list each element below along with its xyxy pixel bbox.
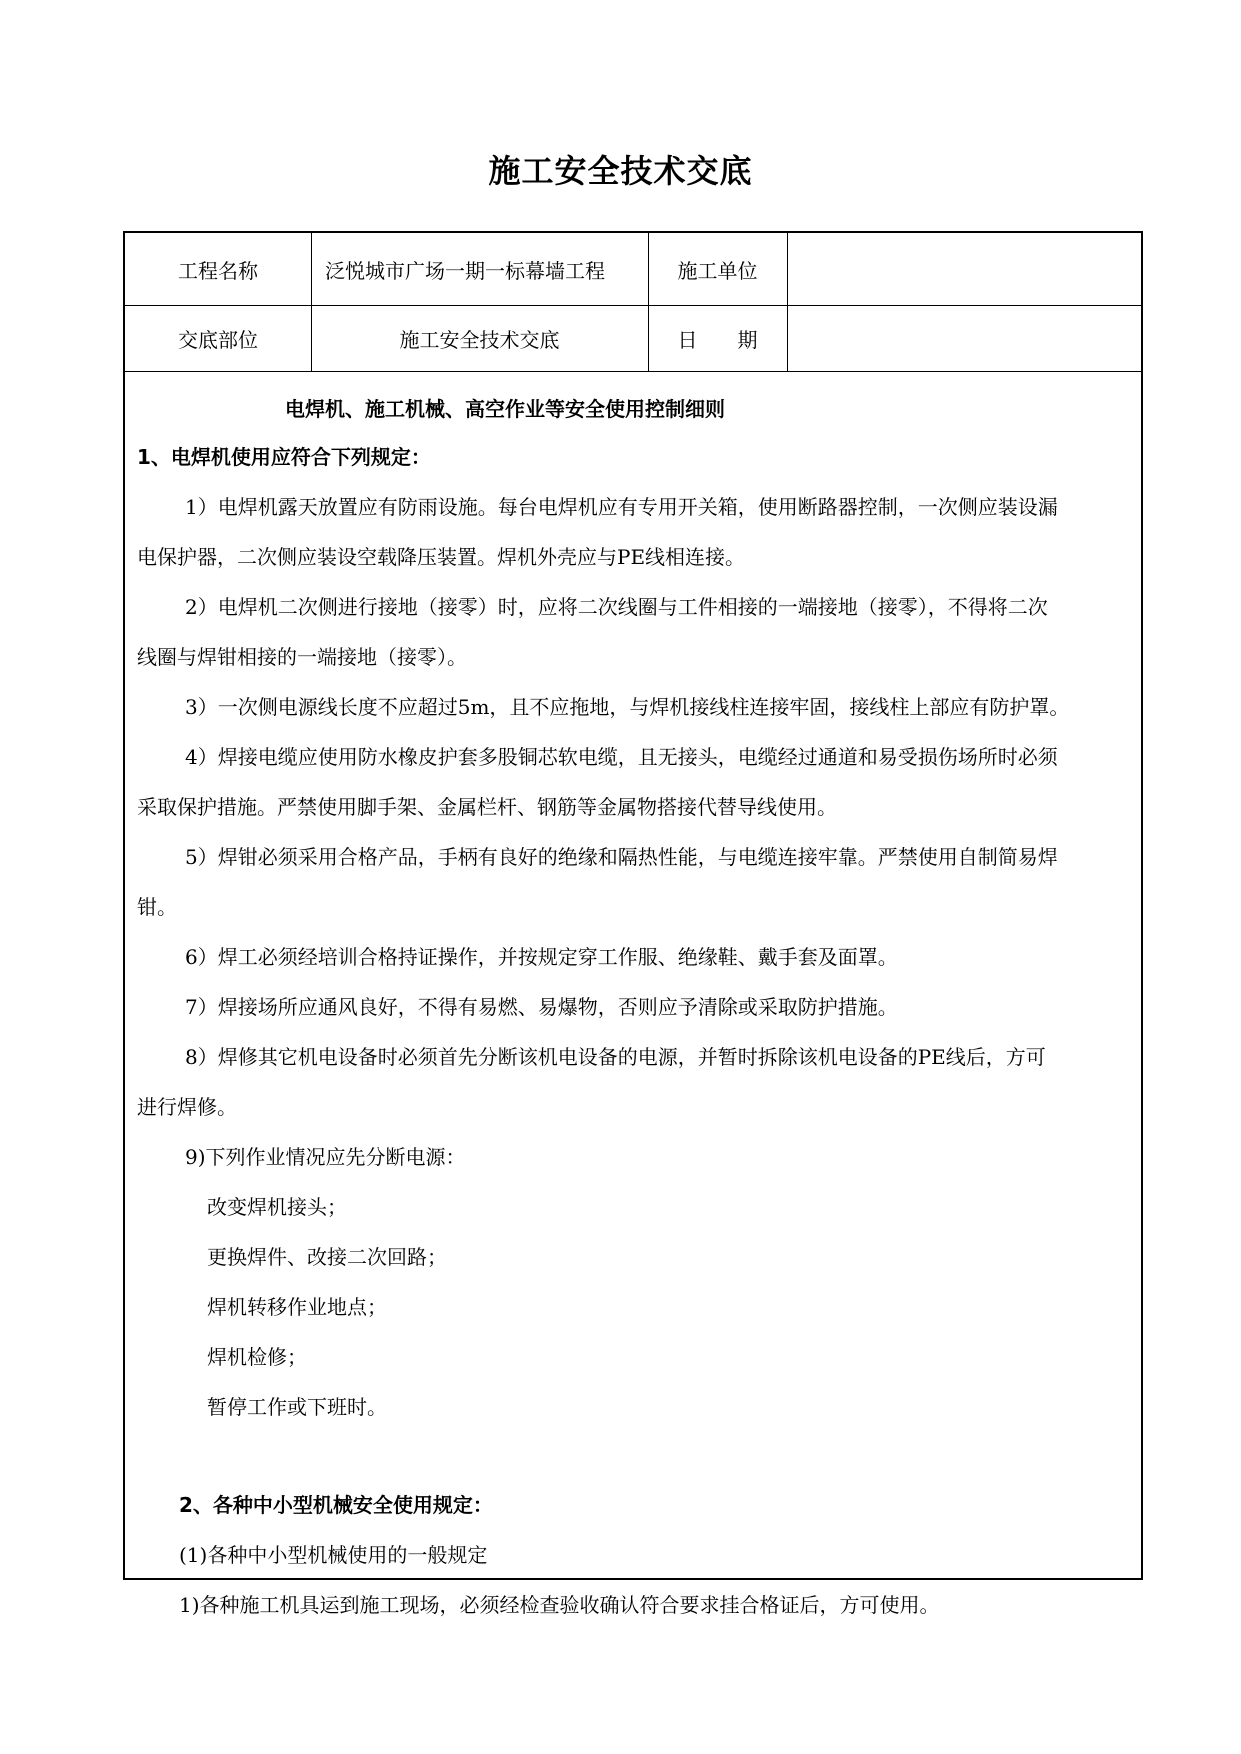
date-label: 日 期 [677,327,758,352]
paragraph-line: 8）焊修其它机电设备时必须首先分断该机电设备的电源，并暂时拆除该机电设备的PE线后，方可 [185,1045,1046,1069]
paragraph-line: 进行焊修。 [137,1095,237,1119]
row-divider [125,371,1141,372]
disclosure-content [125,373,1141,1617]
paragraph-line: 采取保护措施。严禁使用脚手架、金属栏杆、钢筋等金属物搭接代替导线使用。 [137,795,837,819]
construction-unit-value [797,233,1137,305]
paragraph-line: 2）电焊机二次侧进行接地（接零）时，应将二次线圈与工件相接的一端接地（接零），不得将二次 [185,595,1048,619]
paragraph-line: 5）焊钳必须采用合格产品，手柄有良好的绝缘和隔热性能，与电缆连接牢靠。严禁使用自制简易焊 [185,845,1058,869]
paragraph-line: 9)下列作业情况应先分断电源： [185,1145,466,1169]
date-value [797,305,1137,371]
disclosure-part-value: 施工安全技术交底 [399,327,560,352]
list-item: 更换焊件、改接二次回路； [207,1245,447,1269]
section-heading: 2、各种中小型机械安全使用规定： [179,1493,493,1517]
section-heading: 1、电焊机使用应符合下列规定： [137,445,431,469]
paragraph-line: 钳。 [137,895,177,919]
paragraph-line: 6）焊工必须经培训合格持证操作，并按规定穿工作服、绝缘鞋、戴手套及面罩。 [185,945,898,969]
paragraph-line: 电保护器，二次侧应装设空载降压装置。焊机外壳应与PE线相连接。 [137,545,746,569]
project-name-label: 工程名称 [178,258,258,283]
construction-unit-label: 施工单位 [677,258,758,283]
section-subtitle: 电焊机、施工机械、高空作业等安全使用控制细则 [285,397,725,421]
project-name-value: 泛悦城市广场一期一标幕墙工程 [325,258,605,283]
paragraph-line: 4）焊接电缆应使用防水橡皮护套多股铜芯软电缆，且无接头，电缆经过通道和易受损伤场所时必须 [185,745,1058,769]
list-item: 暂停工作或下班时。 [207,1395,387,1419]
paragraph-line: 7）焊接场所应通风良好，不得有易燃、易爆物，否则应予清除或采取防护措施。 [185,995,898,1019]
list-item: 焊机检修； [207,1345,307,1369]
list-item: 焊机转移作业地点； [207,1295,387,1319]
paragraph-line: 3）一次侧电源线长度不应超过5m，且不应拖地，与焊机接线柱连接牢固，接线柱上部应有防护罩。 [185,695,1070,719]
paragraph-line: (1)各种中小型机械使用的一般规定 [179,1543,488,1567]
paragraph-line: 1)各种施工机具运到施工现场，必须经检查验收确认符合要求挂合格证后，方可使用。 [179,1593,940,1617]
paragraph-line: 线圈与焊钳相接的一端接地（接零）。 [137,645,467,669]
paragraph-line: 1）电焊机露天放置应有防雨设施。每台电焊机应有专用开关箱，使用断路器控制，一次侧应装设漏 [185,495,1058,519]
page-title: 施工安全技术交底 [488,152,753,190]
disclosure-part-label: 交底部位 [178,327,258,352]
disclosure-form [123,231,1143,1617]
column-divider [787,233,788,371]
list-item: 改变焊机接头； [207,1195,347,1219]
